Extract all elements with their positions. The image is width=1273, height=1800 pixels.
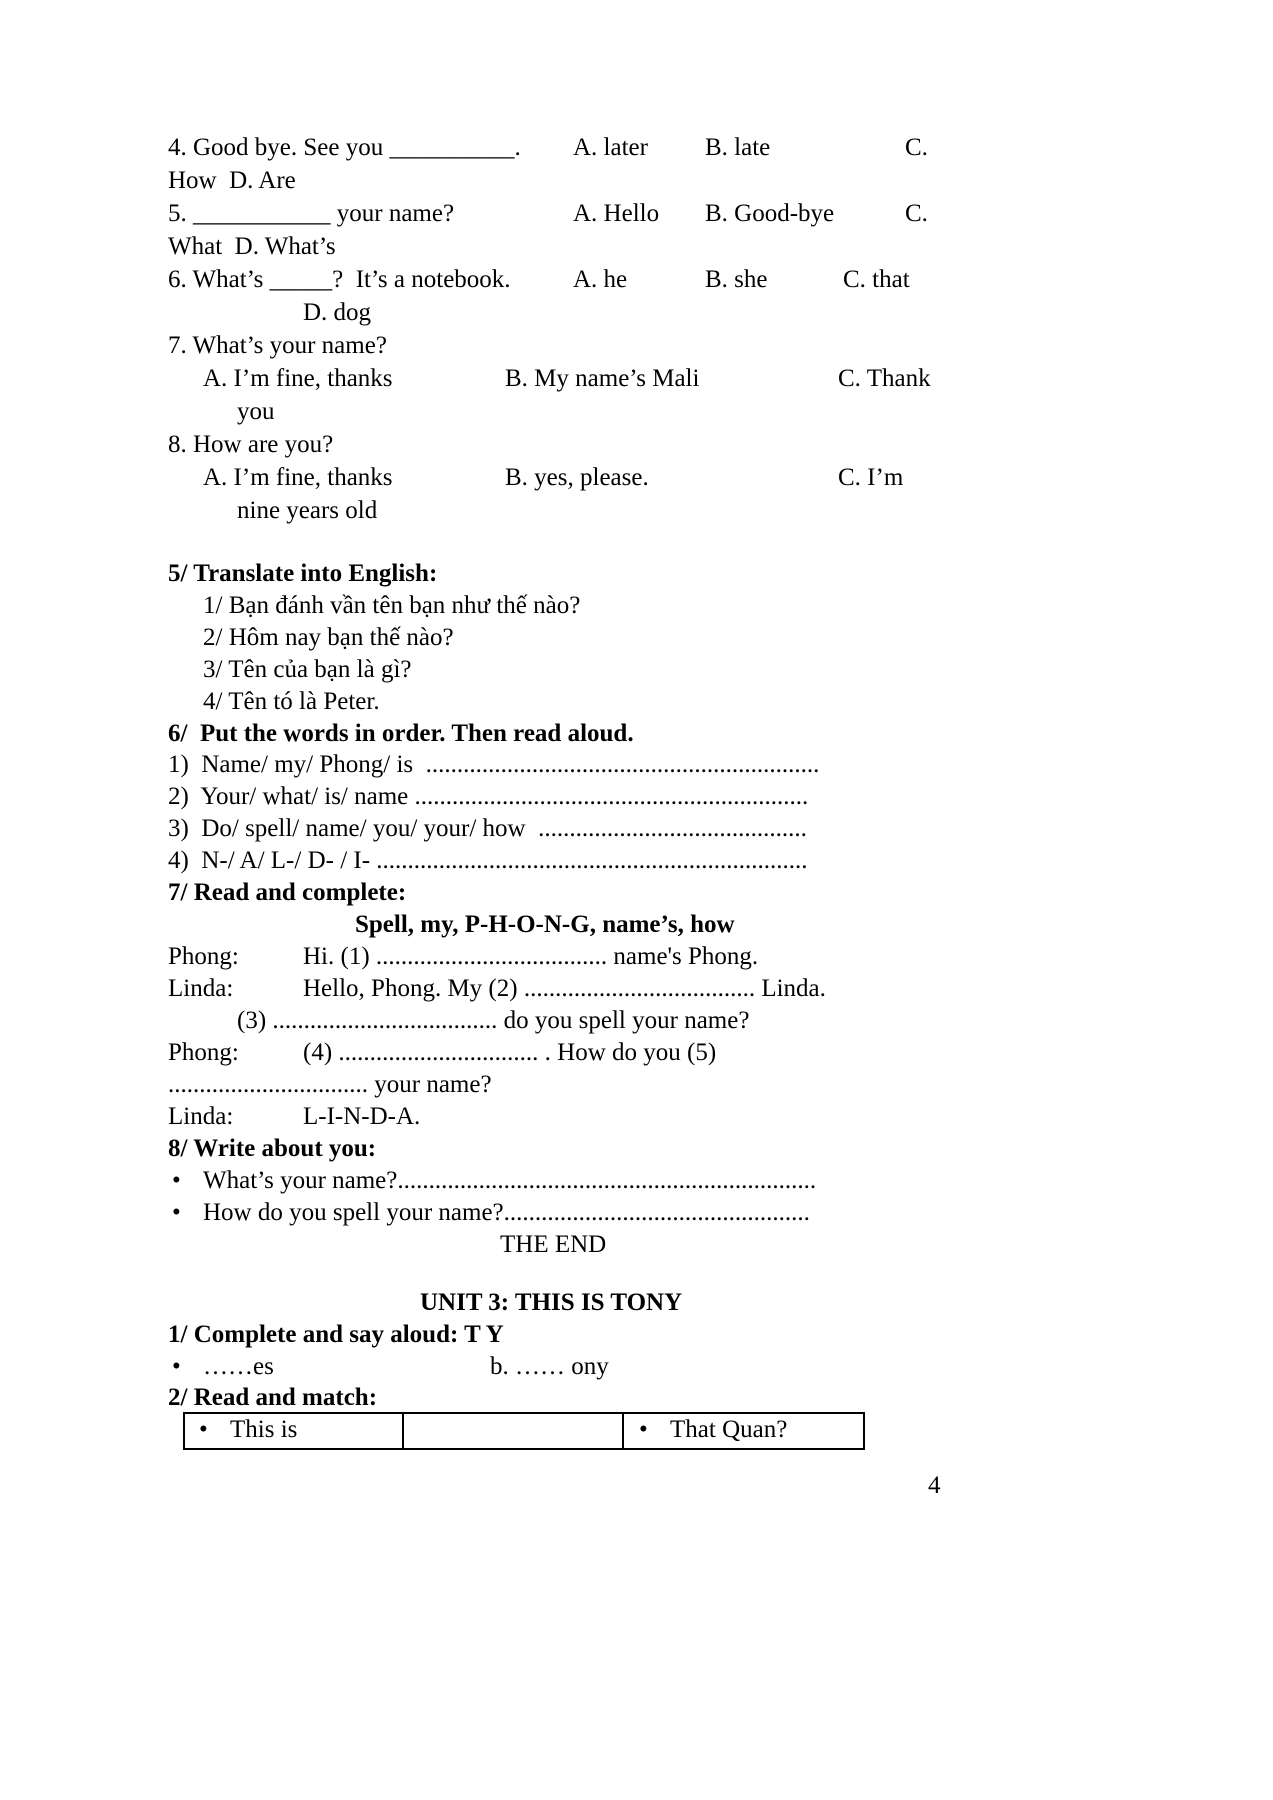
document-line — [0, 815, 1273, 848]
dialogue-text: (3) .................................... do you spell your name? — [237, 1007, 750, 1034]
write-item-2: How do you spell your name?................................................. — [203, 1199, 810, 1226]
order-item-4: 4) N-/ A/ L-/ D- / I- ..................................................................... — [168, 847, 808, 874]
document-line — [0, 398, 1273, 431]
document-line — [0, 134, 1273, 167]
option-b: B. yes, please. — [505, 464, 649, 491]
speaker-label: Linda: — [168, 975, 234, 1002]
dialogue-text: Hello, Phong. My (2) ..................................... Linda. — [303, 975, 826, 1002]
translate-item-3: 3/ Tên của bạn là gì? — [203, 656, 412, 683]
document-line — [0, 624, 1273, 657]
option-b: B. she — [705, 266, 768, 293]
option-b: B. late — [705, 134, 771, 161]
document-line — [0, 1231, 1273, 1264]
document-line — [0, 200, 1273, 233]
complete-item-b: b. …… ony — [490, 1353, 609, 1380]
document-line — [0, 332, 1273, 365]
bullet-icon: • — [172, 1167, 181, 1194]
bullet-icon: • — [199, 1416, 208, 1443]
bullet-icon: • — [639, 1416, 648, 1443]
document-line — [0, 656, 1273, 689]
section-heading: 2/ Read and match: — [168, 1384, 378, 1411]
document-line — [0, 783, 1273, 816]
document-line — [0, 1353, 1273, 1386]
bullet-icon: • — [172, 1353, 181, 1380]
translate-item-2: 2/ Hôm nay bạn thế nào? — [203, 624, 454, 651]
section-heading: 6/ Put the words in order. Then read aloud. — [168, 720, 634, 747]
question-6: 6. What’s _____? It’s a notebook. — [168, 266, 511, 293]
document-line — [0, 233, 1273, 266]
complete-item-a: ……es — [203, 1353, 274, 1380]
option-cd-wrap: How D. Are — [168, 167, 296, 194]
option-cd-wrap: What D. What’s — [168, 233, 336, 260]
option-c-wrap: nine years old — [237, 497, 378, 524]
option-a: A. Hello — [573, 200, 660, 227]
question-7: 7. What’s your name? — [168, 332, 387, 359]
document-line — [0, 1007, 1273, 1040]
question-4: 4. Good bye. See you __________. — [168, 134, 521, 161]
option-a: A. he — [573, 266, 628, 293]
document-line — [0, 1289, 1273, 1322]
document-line — [0, 431, 1273, 464]
document-line — [0, 720, 1273, 753]
translate-item-4: 4/ Tên tó là Peter. — [203, 688, 380, 715]
document-line — [0, 1103, 1273, 1136]
page-number: 4 — [928, 1472, 941, 1499]
match-left-text: This is — [230, 1416, 298, 1443]
document-line — [0, 847, 1273, 880]
option-c: C. Thank — [838, 365, 931, 392]
dialogue-text: (4) ................................ . How do you (5) — [303, 1039, 717, 1066]
dialogue-text: Hi. (1) ..................................... name's Phong. — [303, 943, 759, 970]
document-line — [0, 688, 1273, 721]
document-line — [0, 365, 1273, 398]
option-b: B. My name’s Mali — [505, 365, 700, 392]
document-line — [0, 497, 1273, 530]
table-cell-border — [402, 1414, 404, 1448]
section-heading: 8/ Write about you: — [168, 1135, 377, 1162]
end-marker: THE END — [500, 1231, 607, 1258]
table-cell-border — [622, 1414, 624, 1448]
document-line — [0, 943, 1273, 976]
dialogue-text: L-I-N-D-A. — [303, 1103, 421, 1130]
word-bank: Spell, my, P-H-O-N-G, name’s, how — [355, 911, 735, 938]
document-line — [0, 1167, 1273, 1200]
option-b: B. Good-bye — [705, 200, 835, 227]
section-heading: 5/ Translate into English: — [168, 560, 438, 587]
option-c-wrap: you — [237, 398, 275, 425]
translate-item-1: 1/ Bạn đánh vần tên bạn như thế nào? — [203, 592, 581, 619]
order-item-2: 2) Your/ what/ is/ name ............................................................... — [168, 783, 809, 810]
write-item-1: What’s your name?................................................................... — [203, 1167, 817, 1194]
speaker-label: Phong: — [168, 1039, 239, 1066]
option-a: A. I’m fine, thanks — [203, 365, 393, 392]
bullet-icon: • — [172, 1199, 181, 1226]
section-heading: 7/ Read and complete: — [168, 879, 407, 906]
document-line — [0, 167, 1273, 200]
document-line — [0, 911, 1273, 944]
document-line — [0, 1135, 1273, 1168]
question-8: 8. How are you? — [168, 431, 334, 458]
unit-title: UNIT 3: THIS IS TONY — [420, 1289, 683, 1316]
option-a: A. later — [573, 134, 648, 161]
document-line — [0, 1199, 1273, 1232]
document-line — [0, 1039, 1273, 1072]
option-c: C. I’m — [838, 464, 904, 491]
document-line — [0, 560, 1273, 593]
match-right-text: That Quan? — [670, 1416, 788, 1443]
order-item-3: 3) Do/ spell/ name/ you/ your/ how ........................................... — [168, 815, 807, 842]
option-c: C. — [905, 134, 928, 161]
section-heading: 1/ Complete and say aloud: T Y — [168, 1321, 504, 1348]
question-5: 5. ___________ your name? — [168, 200, 455, 227]
document-line — [0, 1321, 1273, 1354]
document-line — [0, 266, 1273, 299]
option-c: C. that — [843, 266, 910, 293]
dialogue-text: ................................ your name? — [168, 1071, 492, 1098]
document-line — [0, 879, 1273, 912]
speaker-label: Linda: — [168, 1103, 234, 1130]
read-and-match-table — [183, 1412, 865, 1450]
order-item-1: 1) Name/ my/ Phong/ is ............................................................... — [168, 751, 820, 778]
document-line — [0, 1071, 1273, 1104]
speaker-label: Phong: — [168, 943, 239, 970]
option-d: D. dog — [303, 299, 372, 326]
option-a: A. I’m fine, thanks — [203, 464, 393, 491]
document-line — [0, 975, 1273, 1008]
document-line — [0, 751, 1273, 784]
document-line — [0, 464, 1273, 497]
document-line — [0, 592, 1273, 625]
document-line — [0, 299, 1273, 332]
option-c: C. — [905, 200, 928, 227]
